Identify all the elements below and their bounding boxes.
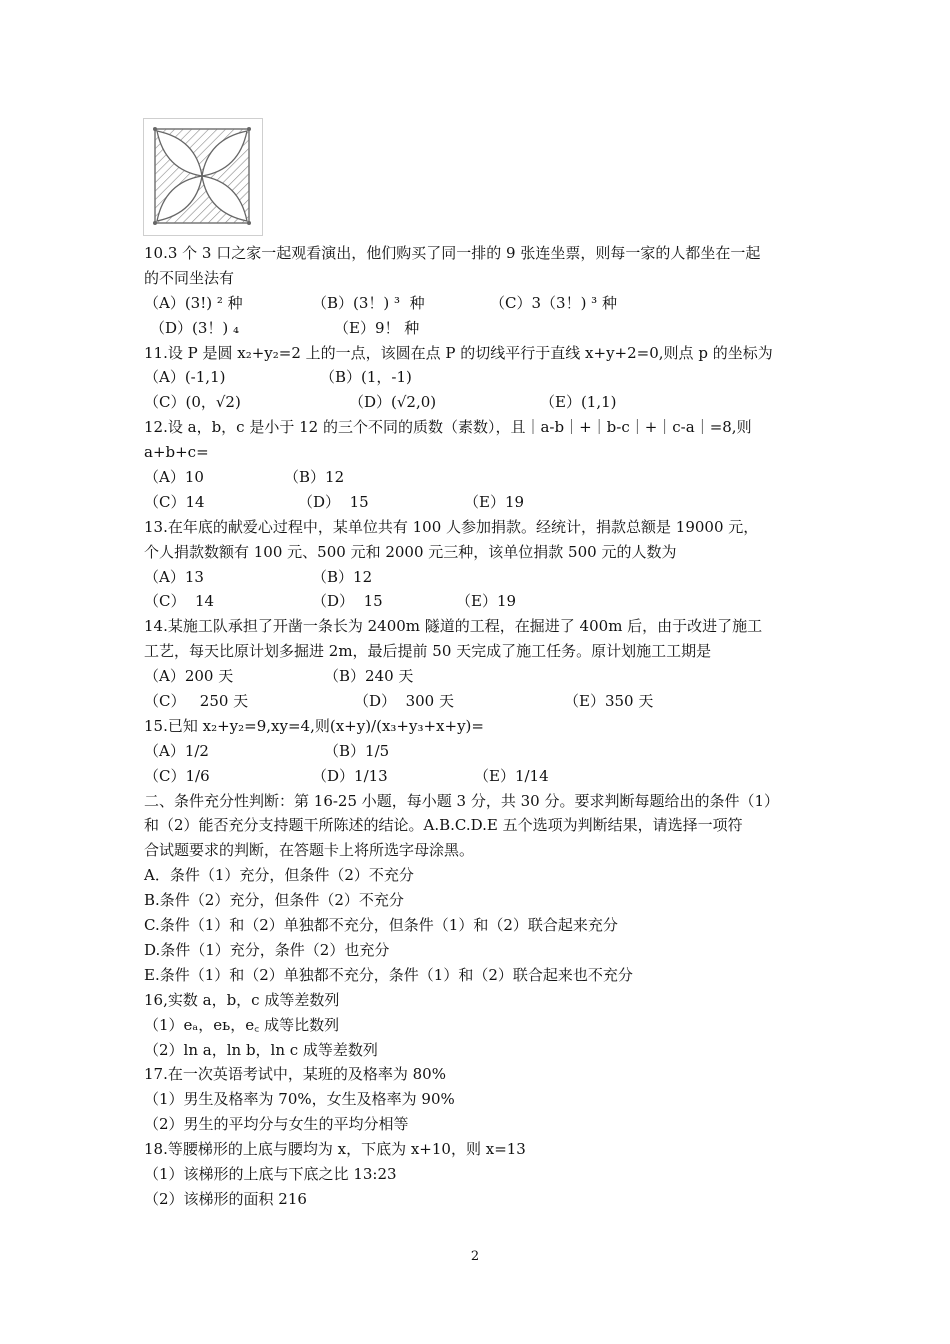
option-c: （C）1/6 xyxy=(144,766,210,785)
question-15-options-row-2 xyxy=(144,764,824,789)
question-16-condition-1: （1）eₐ，eь，e꜀ 成等比数列 xyxy=(144,1015,340,1034)
question-15-options-row-1 xyxy=(144,739,824,764)
question-14-options-row-2 xyxy=(144,689,824,714)
option-c: （C）14 xyxy=(144,492,205,511)
option-d: （D）(3！) ₄ xyxy=(150,318,240,337)
question-13-options-row-2 xyxy=(144,589,824,614)
option-a: （A）1/2 xyxy=(144,741,209,760)
option-c: （C）3（3！) ³ 种 xyxy=(490,293,617,312)
question-12-options-row-1 xyxy=(144,465,824,490)
question-11-stem: 11.设 P 是圆 x₂+y₂=2 上的一点，该圆在点 P 的切线平行于直线 x+y+2=0,则点 p 的坐标为 xyxy=(144,343,773,362)
option-e: （E）350 天 xyxy=(564,692,654,711)
option-d: （D）1/13 xyxy=(312,766,388,785)
question-12-stem-line-1: 12.设 a，b，c 是小于 12 的三个不同的质数（素数），且｜a-b｜+｜b-c｜+｜c-a｜=8,则 xyxy=(144,418,752,437)
four-petal-figure xyxy=(143,118,263,236)
question-18-stem: 18.等腰梯形的上底与腰均为 x，下底为 x+10，则 x=13 xyxy=(144,1140,526,1159)
option-e: （E）19 xyxy=(464,492,525,511)
question-17-condition-1: （1）男生及格率为 70%，女生及格率为 90% xyxy=(144,1090,455,1109)
question-15-stem: 15.已知 x₂+y₂=9,xy=4,则(x+y)/(x₃+y₃+x+y)= xyxy=(144,716,484,735)
question-10-options-row-2 xyxy=(144,316,824,341)
question-11-options-row-2 xyxy=(144,390,824,415)
question-13-options-row-1 xyxy=(144,565,824,590)
option-a: （A）(3!) ² 种 xyxy=(144,293,243,312)
option-b: （B）(1，-1) xyxy=(320,368,412,387)
question-13-stem-line-1: 13.在年底的献爱心过程中，某单位共有 100 人参加捐款。经统计，捐款总额是 19000 元， xyxy=(144,517,759,536)
question-12-options-row-2 xyxy=(144,490,824,515)
question-12-stem-line-2: a+b+c= xyxy=(144,443,209,462)
option-d: （D） 15 xyxy=(312,592,383,611)
exam-text xyxy=(144,241,824,1212)
question-17-stem: 17.在一次英语考试中，某班的及格率为 80% xyxy=(144,1065,446,1084)
question-18-condition-2: （2）该梯形的面积 216 xyxy=(144,1189,307,1208)
question-14-stem-line-1: 14.某施工队承担了开凿一条长为 2400m 隧道的工程，在掘进了 400m 后，由于改进了施工 xyxy=(144,617,763,636)
question-14-stem-line-2: 工艺，每天比原计划多掘进 2m，最后提前 50 天完成了施工任务。原计划施工工期是 xyxy=(144,642,712,661)
question-18-condition-1: （1）该梯形的上底与下底之比 13:23 xyxy=(144,1164,397,1183)
option-b: （B）(3！) ³ 种 xyxy=(312,293,425,312)
option-a: （A）10 xyxy=(144,468,204,487)
option-e: （E）1/14 xyxy=(474,766,549,785)
choice-d: D.条件（1）充分，条件（2）也充分 xyxy=(144,940,390,959)
question-11-options-row-1 xyxy=(144,365,824,390)
option-c: （C） 14 xyxy=(144,592,215,611)
option-e: （E）9！ 种 xyxy=(334,318,420,337)
question-10-stem-line-1: 10.3 个 3 口之家一起观看演出，他们购买了同一排的 9 张连坐票，则每一家的人都坐在一起 xyxy=(144,244,761,262)
question-14-options-row-1 xyxy=(144,664,824,689)
section-2-intro-line-3: 合试题要求的判断，在答题卡上将所选字母涂黑。 xyxy=(144,841,475,860)
option-c: （C）(0，√2) xyxy=(144,393,241,412)
option-c: （C） 250 天 xyxy=(144,692,249,711)
question-16-stem: 16,实数 a，b，c 成等差数列 xyxy=(144,990,340,1009)
option-b: （B）1/5 xyxy=(324,741,390,760)
option-e: （E）(1,1) xyxy=(540,393,617,412)
question-13-stem-line-2: 个人捐款数额有 100 元、500 元和 2000 元三种，该单位捐款 500 元的人数为 xyxy=(144,542,677,561)
option-b: （B）12 xyxy=(312,567,373,586)
section-2-intro-line-2: 和（2）能否充分支持题干所陈述的结论。A.B.C.D.E 五个选项为判断结果，请选择一项符 xyxy=(144,816,743,835)
choice-c: C.条件（1）和（2）单独都不充分，但条件（1）和（2）联合起来充分 xyxy=(144,916,618,935)
option-e: （E）19 xyxy=(456,592,517,611)
option-d: （D） 300 天 xyxy=(354,692,454,711)
option-d: （D）(√2,0) xyxy=(349,393,437,412)
section-2-intro-line-1: 二、条件充分性判断：第 16-25 小题，每小题 3 分，共 30 分。要求判断每题给出的条件（1） xyxy=(144,791,780,810)
question-10-options-row-1 xyxy=(144,291,824,316)
option-a: （A）13 xyxy=(144,567,204,586)
option-a: （A）200 天 xyxy=(144,667,234,686)
option-b: （B）240 天 xyxy=(324,667,414,686)
option-d: （D） 15 xyxy=(298,492,369,511)
option-a: （A）(-1,1) xyxy=(144,368,226,387)
choice-e: E.条件（1）和（2）单独都不充分，条件（1）和（2）联合起来也不充分 xyxy=(144,965,633,984)
question-10-stem-line-2: 的不同坐法有 xyxy=(144,268,235,287)
choice-a: A．条件（1）充分，但条件（2）不充分 xyxy=(144,866,414,885)
choice-b: B.条件（2）充分，但条件（2）不充分 xyxy=(144,891,404,910)
option-b: （B）12 xyxy=(284,468,345,487)
question-16-condition-2: （2）ln a，ln b，ln c 成等差数列 xyxy=(144,1040,378,1059)
question-17-condition-2: （2）男生的平均分与女生的平均分相等 xyxy=(144,1115,409,1134)
page-number: 2 xyxy=(470,1249,480,1264)
